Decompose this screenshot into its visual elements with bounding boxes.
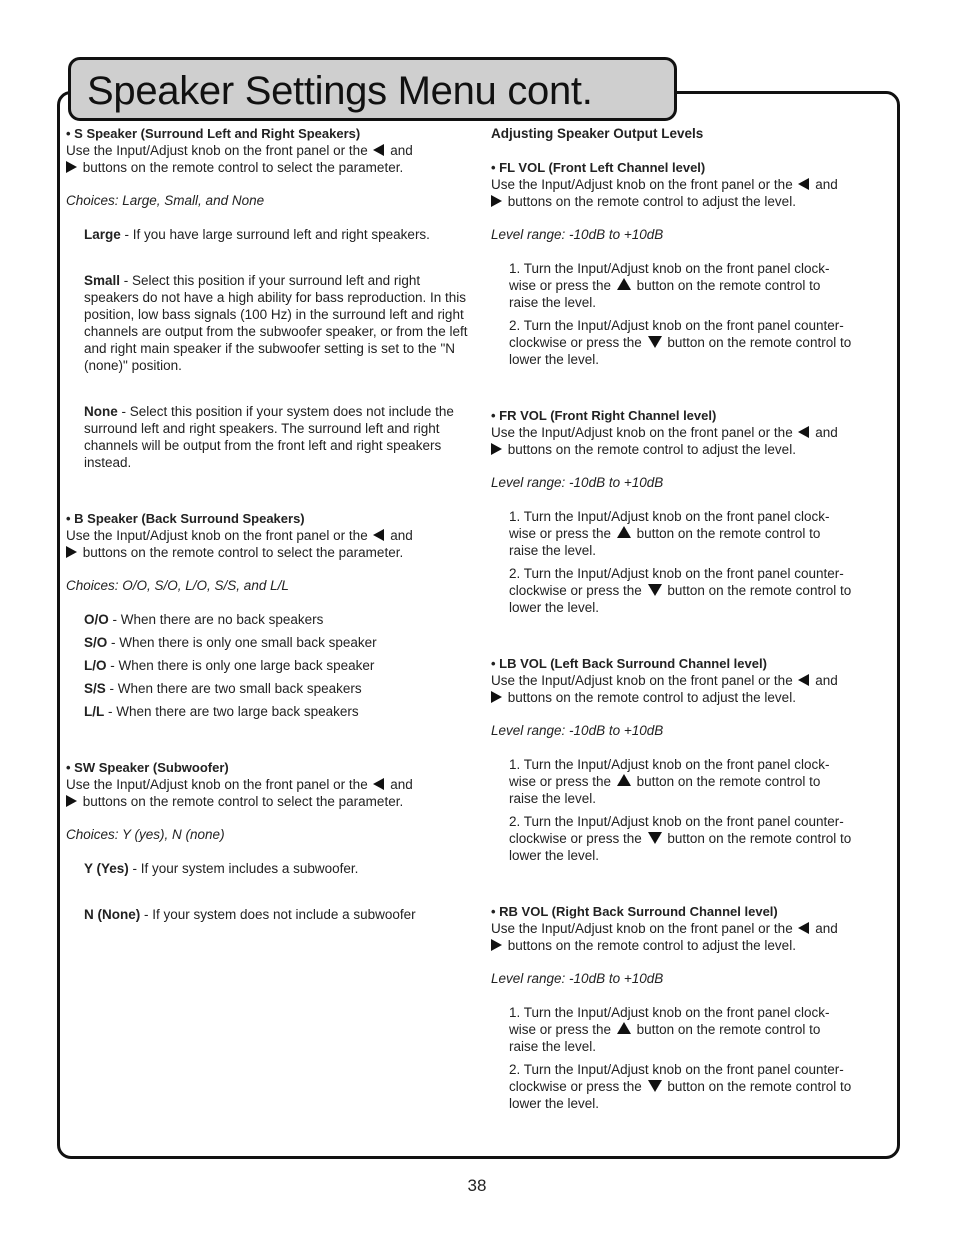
s-speaker-option-none: None - Select this position if your system does not include the surround left and right speakers. The surround left and right channels will be output from the front left and right speakers instead.	[84, 404, 454, 470]
title-tab	[68, 57, 677, 121]
level-step-lower: 2. Turn the Input/Adjust knob on the front panel counter- clockwise or press the button on the remote control to lower the level.	[509, 814, 852, 863]
s-speaker-choices: Choices: Large, Small, and None	[66, 193, 265, 208]
s-speaker-section	[66, 125, 476, 471]
b-speaker-section	[66, 510, 476, 720]
s-speaker-option-small: Small - Select this position if your surround left and right speakers do not have a high ability for bass reproduction. In this position, low bass signals (100 Hz) in the surround left and right channels are output from the subwoofer speaker, or from the left and right main speaker if the subwoofer setting is set to the "N (none)" position.	[84, 273, 468, 373]
left-arrow-icon	[798, 922, 809, 934]
right-column	[491, 125, 898, 1112]
s-speaker-option-large: Large - If you have large surround left and right speakers.	[84, 227, 430, 242]
sw-speaker-option-yes: Y (Yes) - If your system includes a subwoofer.	[84, 861, 359, 876]
down-arrow-icon	[648, 584, 662, 596]
b-speaker-option: S/S - When there are two small back speakers	[84, 681, 362, 696]
level-step-raise: 1. Turn the Input/Adjust knob on the front panel clock- wise or press the button on the remote control to raise the level.	[509, 1005, 830, 1054]
b-speaker-choices: Choices: O/O, S/O, L/O, S/S, and L/L	[66, 578, 289, 593]
level-section-heading: • LB VOL (Left Back Surround Channel level)	[491, 656, 767, 671]
level-instructions: Use the Input/Adjust knob on the front panel or the and buttons on the remote control to adjust the level.	[491, 921, 838, 953]
level-instructions: Use the Input/Adjust knob on the front panel or the and buttons on the remote control to adjust the level.	[491, 425, 838, 457]
level-instructions: Use the Input/Adjust knob on the front panel or the and buttons on the remote control to adjust the level.	[491, 673, 838, 705]
left-arrow-icon	[373, 529, 384, 541]
left-column	[66, 125, 476, 923]
level-range: Level range: -10dB to +10dB	[491, 723, 664, 738]
level-step-raise: 1. Turn the Input/Adjust knob on the front panel clock- wise or press the button on the remote control to raise the level.	[509, 757, 830, 806]
b-speaker-option: L/L - When there are two large back speakers	[84, 704, 359, 719]
level-section-heading: • FR VOL (Front Right Channel level)	[491, 408, 717, 423]
left-arrow-icon	[798, 426, 809, 438]
sw-speaker-choices: Choices: Y (yes), N (none)	[66, 827, 225, 842]
level-range: Level range: -10dB to +10dB	[491, 227, 664, 242]
b-speaker-option: S/O - When there is only one small back speaker	[84, 635, 377, 650]
right-arrow-icon	[66, 795, 77, 807]
level-step-lower: 2. Turn the Input/Adjust knob on the front panel counter- clockwise or press the button on the remote control to lower the level.	[509, 318, 852, 367]
up-arrow-icon	[617, 1022, 631, 1034]
down-arrow-icon	[648, 1080, 662, 1092]
sw-speaker-heading: • SW Speaker (Subwoofer)	[66, 760, 229, 775]
left-arrow-icon	[798, 674, 809, 686]
level-section-lb	[491, 655, 898, 864]
s-speaker-heading: • S Speaker (Surround Left and Right Speakers)	[66, 126, 361, 141]
left-arrow-icon	[798, 178, 809, 190]
level-instructions: Use the Input/Adjust knob on the front panel or the and buttons on the remote control to adjust the level.	[491, 177, 838, 209]
right-arrow-icon	[491, 691, 502, 703]
sw-speaker-section	[66, 759, 476, 923]
down-arrow-icon	[648, 336, 662, 348]
level-section-heading: • FL VOL (Front Left Channel level)	[491, 160, 706, 175]
b-speaker-instructions: Use the Input/Adjust knob on the front panel or the and buttons on the remote control to select the parameter.	[66, 528, 413, 560]
level-section-fl	[491, 159, 898, 368]
level-step-lower: 2. Turn the Input/Adjust knob on the front panel counter- clockwise or press the button on the remote control to lower the level.	[509, 566, 852, 615]
output-levels-heading: Adjusting Speaker Output Levels	[491, 126, 704, 141]
level-range: Level range: -10dB to +10dB	[491, 971, 664, 986]
level-section-rb	[491, 903, 898, 1112]
level-step-raise: 1. Turn the Input/Adjust knob on the front panel clock- wise or press the button on the remote control to raise the level.	[509, 509, 830, 558]
level-section-fr	[491, 407, 898, 616]
left-arrow-icon	[373, 778, 384, 790]
left-arrow-icon	[373, 144, 384, 156]
up-arrow-icon	[617, 278, 631, 290]
page-number: 38	[467, 1176, 487, 1195]
right-arrow-icon	[66, 161, 77, 173]
b-speaker-option: O/O - When there are no back speakers	[84, 612, 324, 627]
level-section-heading: • RB VOL (Right Back Surround Channel level)	[491, 904, 778, 919]
b-speaker-option: L/O - When there is only one large back speaker	[84, 658, 375, 673]
b-speaker-heading: • B Speaker (Back Surround Speakers)	[66, 511, 305, 526]
up-arrow-icon	[617, 526, 631, 538]
sw-speaker-option-no: N (None) - If your system does not include a subwoofer	[84, 907, 416, 922]
level-step-raise: 1. Turn the Input/Adjust knob on the front panel clock- wise or press the button on the remote control to raise the level.	[509, 261, 830, 310]
right-arrow-icon	[66, 546, 77, 558]
level-step-lower: 2. Turn the Input/Adjust knob on the front panel counter- clockwise or press the button on the remote control to lower the level.	[509, 1062, 852, 1111]
up-arrow-icon	[617, 774, 631, 786]
right-arrow-icon	[491, 195, 502, 207]
s-speaker-instructions: Use the Input/Adjust knob on the front panel or the and buttons on the remote control to select the parameter.	[66, 143, 413, 175]
right-arrow-icon	[491, 939, 502, 951]
page-title: Speaker Settings Menu cont.	[87, 69, 593, 113]
sw-speaker-instructions: Use the Input/Adjust knob on the front panel or the and buttons on the remote control to select the parameter.	[66, 777, 413, 809]
right-arrow-icon	[491, 443, 502, 455]
level-range: Level range: -10dB to +10dB	[491, 475, 664, 490]
down-arrow-icon	[648, 832, 662, 844]
